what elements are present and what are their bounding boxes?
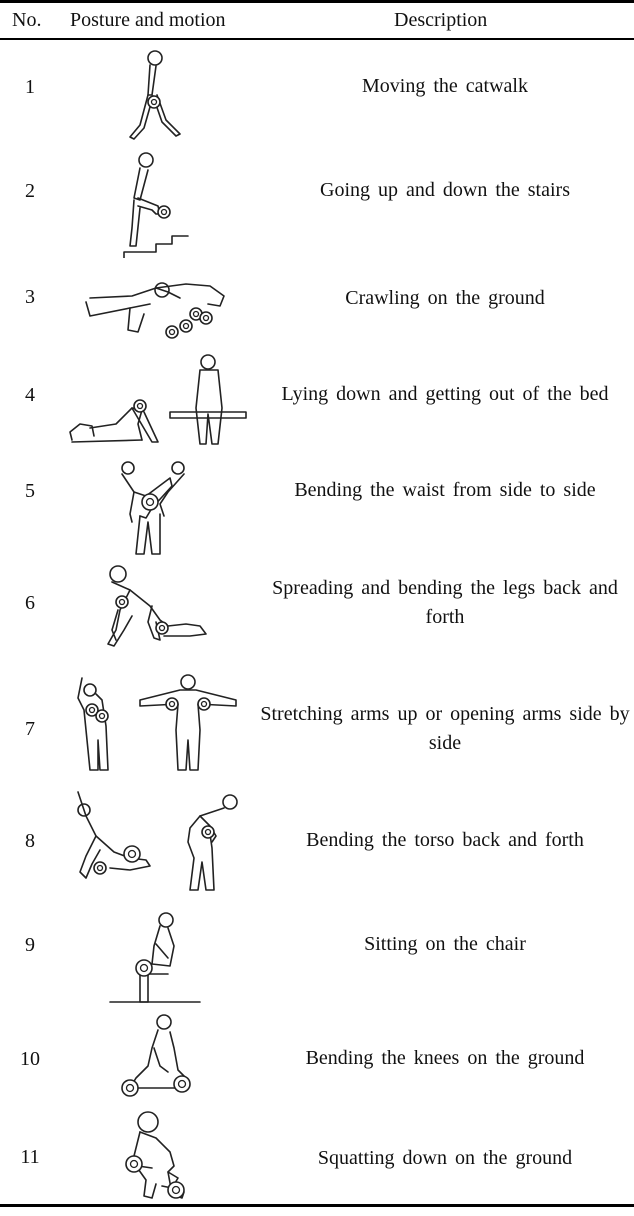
- lunge-figure-icon: [60, 560, 256, 670]
- arm-stretch-figure-icon: [60, 670, 256, 780]
- row-description: Moving the catwalk: [362, 75, 528, 97]
- stairs-figure-icon: [60, 148, 256, 258]
- row-description: Sitting on the chair: [364, 933, 526, 955]
- row-number: 10: [20, 1048, 40, 1070]
- row-number: 4: [25, 384, 35, 406]
- row-description: Bending the torso back and forth: [306, 829, 584, 851]
- row-description: Spreading and bending the legs back and forth: [272, 577, 618, 628]
- row-number: 7: [25, 718, 35, 740]
- header-no: No.: [12, 9, 42, 31]
- row-description: Squatting down on the ground: [317, 1147, 573, 1169]
- row-description: Bending the waist from side to side: [294, 479, 596, 501]
- squatting-figure-icon: [60, 1106, 256, 1216]
- row-description: Going up and down the stairs: [320, 179, 570, 201]
- row-number: 6: [25, 592, 35, 614]
- walking-figure-icon: [60, 40, 256, 150]
- kneeling-figure-icon: [60, 1008, 256, 1118]
- table-bottom-rule: [0, 1204, 634, 1207]
- row-description: Crawling on the ground: [345, 287, 545, 309]
- sitting-figure-icon: [60, 902, 256, 1012]
- header-posture: Posture and motion: [70, 9, 226, 31]
- row-number: 5: [25, 480, 35, 502]
- row-number: 3: [25, 286, 35, 308]
- row-description: Bending the knees on the ground: [305, 1047, 585, 1069]
- row-number: 8: [25, 830, 35, 852]
- table-top-rule: [0, 0, 634, 3]
- row-number: 2: [25, 180, 35, 202]
- row-number: 9: [25, 934, 35, 956]
- row-number: 1: [25, 76, 35, 98]
- row-number: 11: [20, 1146, 40, 1168]
- torso-bend-figure-icon: [60, 786, 256, 896]
- side-bend-figure-icon: [60, 456, 256, 566]
- row-description: Lying down and getting out of the bed: [281, 383, 609, 405]
- header-description: Description: [394, 9, 488, 31]
- row-description: Stretching arms up or opening arms side by side: [260, 703, 630, 754]
- bed-figure-icon: [60, 348, 256, 458]
